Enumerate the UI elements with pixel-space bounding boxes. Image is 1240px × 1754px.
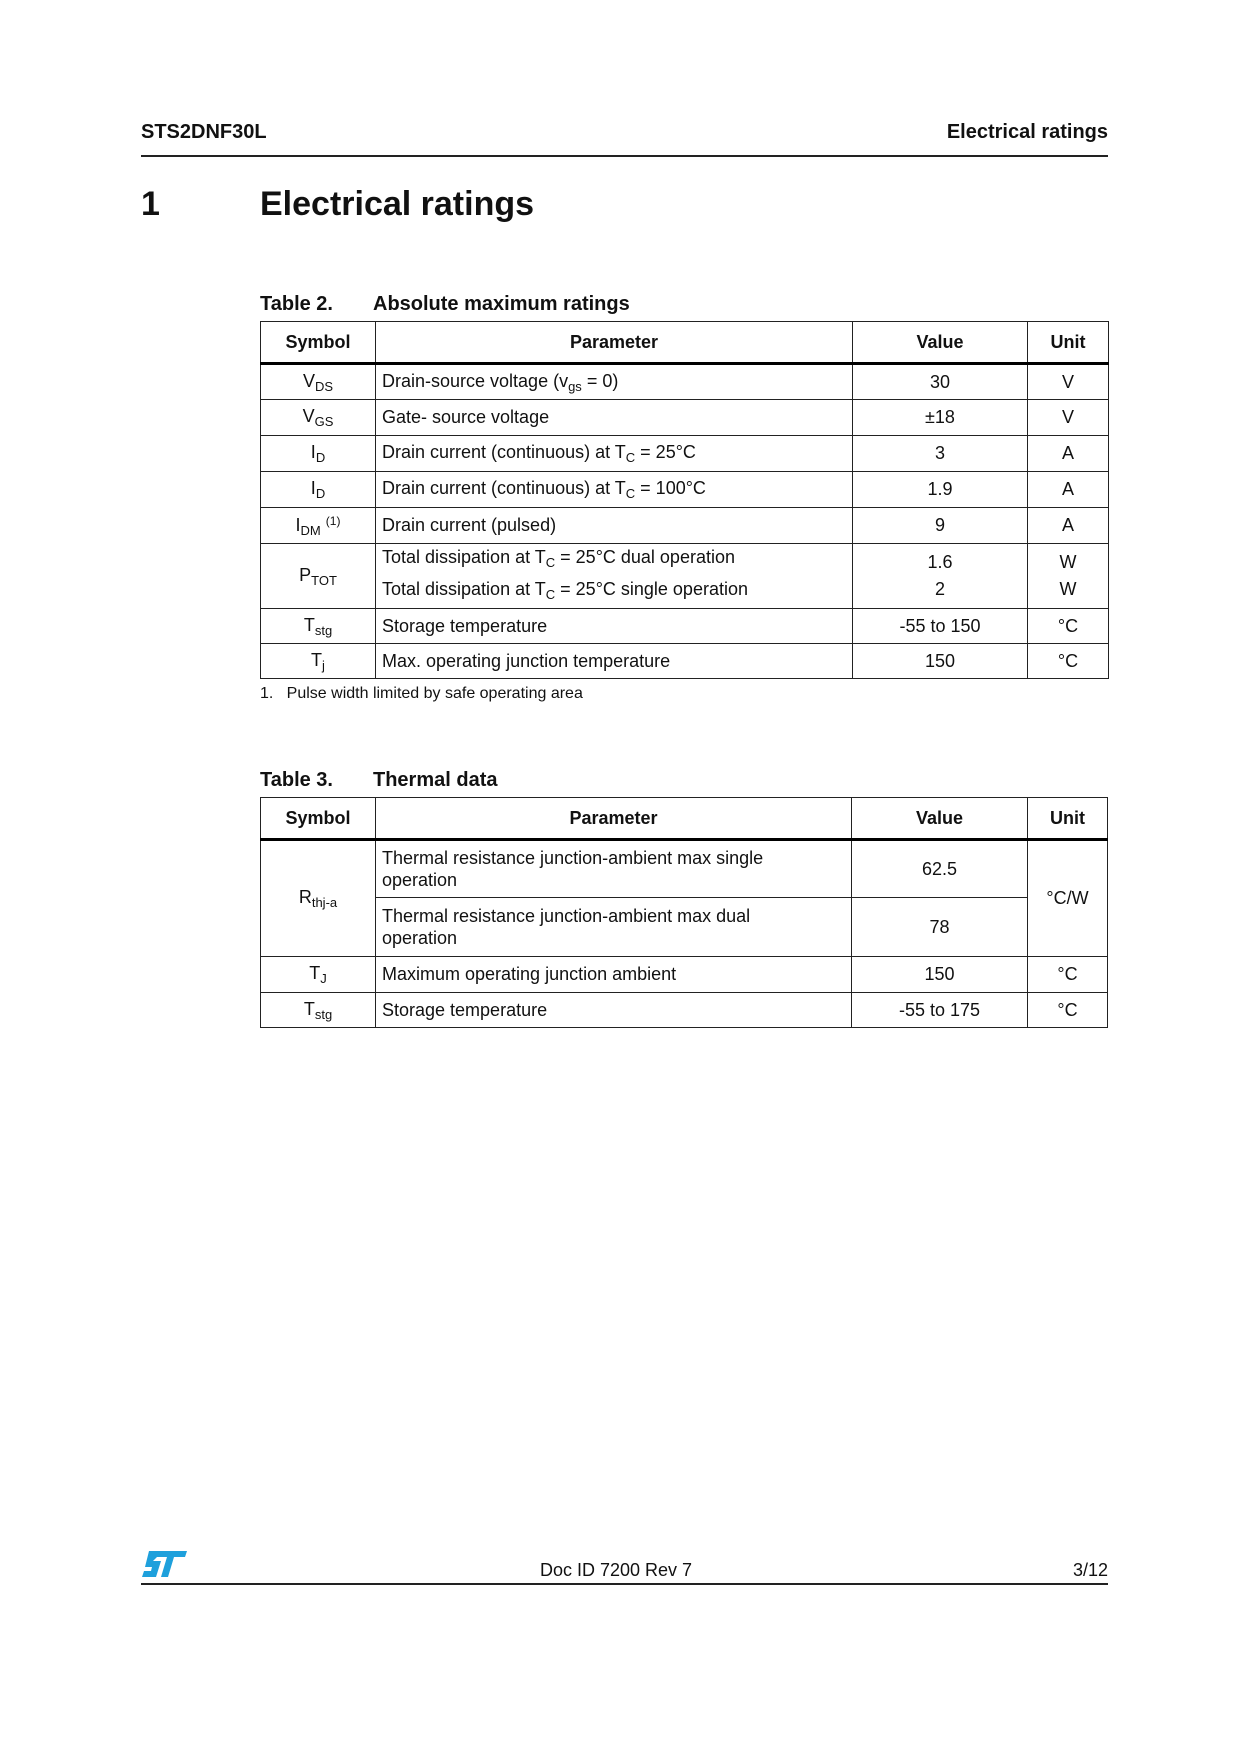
col-parameter: Parameter [376,322,853,364]
value-cell: ±18 [853,400,1028,436]
table-row [261,364,1109,400]
parameter-cell: Drain current (pulsed) [376,508,853,544]
parameter-cell: Drain-source voltage $(v_{gs} = 0)$ [376,364,853,400]
parameter-cell: Gate- source voltage [376,400,853,436]
unit-cell: °C/W [1028,840,1108,957]
unit-cell: °C [1028,993,1108,1028]
table-row [261,508,1109,544]
value-cell: -55 to 175 [852,993,1028,1028]
value-cell: 30 [853,364,1028,400]
unit-cell: V [1028,364,1109,400]
table-row [261,898,1108,957]
footnote-ref: (1) [325,513,341,528]
symbol-cell: $V_{DS}$ [261,364,376,400]
parameter-cell: Max. operating junction temperature [376,644,853,679]
symbol-cell: $I_D$ [261,472,376,508]
col-value: Value [853,322,1028,364]
table2-footnote: 1. Pulse width limited by safe operating area [260,685,583,702]
table2-title: Absolute maximum ratings [373,293,630,315]
absolute-maximum-ratings-table [260,321,1109,679]
table-row [261,993,1108,1028]
parameter-cell: Storage temperature [376,993,852,1028]
symbol-cell: $I_D$ [261,436,376,472]
unit-cell: A [1028,436,1109,472]
parameter-cell: Drain current (continuous) at $T_C = 100^\circ C$ [376,472,853,508]
col-symbol: Symbol [261,322,376,364]
col-unit: Unit [1028,322,1109,364]
col-value: Value [852,798,1028,840]
header-section-title: Electrical ratings [946,121,1108,143]
header-part-number: STS2DNF30L [141,121,267,143]
parameter-cell: Total dissipation at $T_C = 25^\circ C$ dual operation Total dissipation at $T_C = 25^\circ C$ single operation [376,544,853,609]
page-number: 3/12 [1072,1560,1108,1580]
table-row [261,609,1109,644]
unit-cell: V [1028,400,1109,436]
table-row [261,436,1109,472]
table-row [261,840,1108,898]
value-cell: 1.6 2 [853,544,1028,609]
table-header-row [261,798,1108,840]
table-header-row [261,322,1109,364]
footer-rule [141,1583,1108,1585]
value-cell: 9 [853,508,1028,544]
section-title: Electrical ratings [260,185,535,223]
parameter-cell: Thermal resistance junction-ambient max single operation [376,840,852,898]
unit-cell: °C [1028,644,1109,679]
symbol-cell: $T_{stg}$ [261,609,376,644]
value-cell: 150 [853,644,1028,679]
unit-cell: °C [1028,609,1109,644]
unit-cell: A [1028,472,1109,508]
unit-cell: W W [1028,544,1109,609]
table-row [261,957,1108,993]
unit-cell: °C [1028,957,1108,993]
symbol-cell: $V_{GS}$ [261,400,376,436]
table-row [261,544,1109,609]
value-cell: 62.5 [852,840,1028,898]
value-cell: 3 [853,436,1028,472]
unit-cell: A [1028,508,1109,544]
parameter-cell: Drain current (continuous) at $T_C = 25^\circ C$ [376,436,853,472]
col-unit: Unit [1028,798,1108,840]
symbol-cell: $T_{stg}$ [261,993,376,1028]
header-rule [141,155,1108,157]
parameter-cell: Maximum operating junction ambient [376,957,852,993]
doc-id: Doc ID 7200 Rev 7 [539,1560,693,1580]
col-parameter: Parameter [376,798,852,840]
value-cell: 78 [852,898,1028,957]
table3-label: Table 3. [260,769,333,791]
value-cell: -55 to 150 [853,609,1028,644]
symbol-cell: $R_{thj-a}$ [261,840,376,957]
symbol-cell: $P_{TOT}$ [261,544,376,609]
thermal-data-table [260,797,1108,1028]
parameter-cell: Storage temperature [376,609,853,644]
section-number: 1 [141,185,160,223]
symbol-cell: $T_J$ [261,957,376,993]
table2-label: Table 2. [260,293,333,315]
table-row [261,400,1109,436]
value-cell: 1.9 [853,472,1028,508]
col-symbol: Symbol [261,798,376,840]
table3-title: Thermal data [373,769,498,791]
table-row [261,472,1109,508]
symbol-cell: $T_j$ [261,644,376,679]
symbol-cell: $I_{DM}$ $^{(1)}$ [261,508,376,544]
parameter-cell: Thermal resistance junction-ambient max dual operation [376,898,852,957]
table-row [261,644,1109,679]
value-cell: 150 [852,957,1028,993]
